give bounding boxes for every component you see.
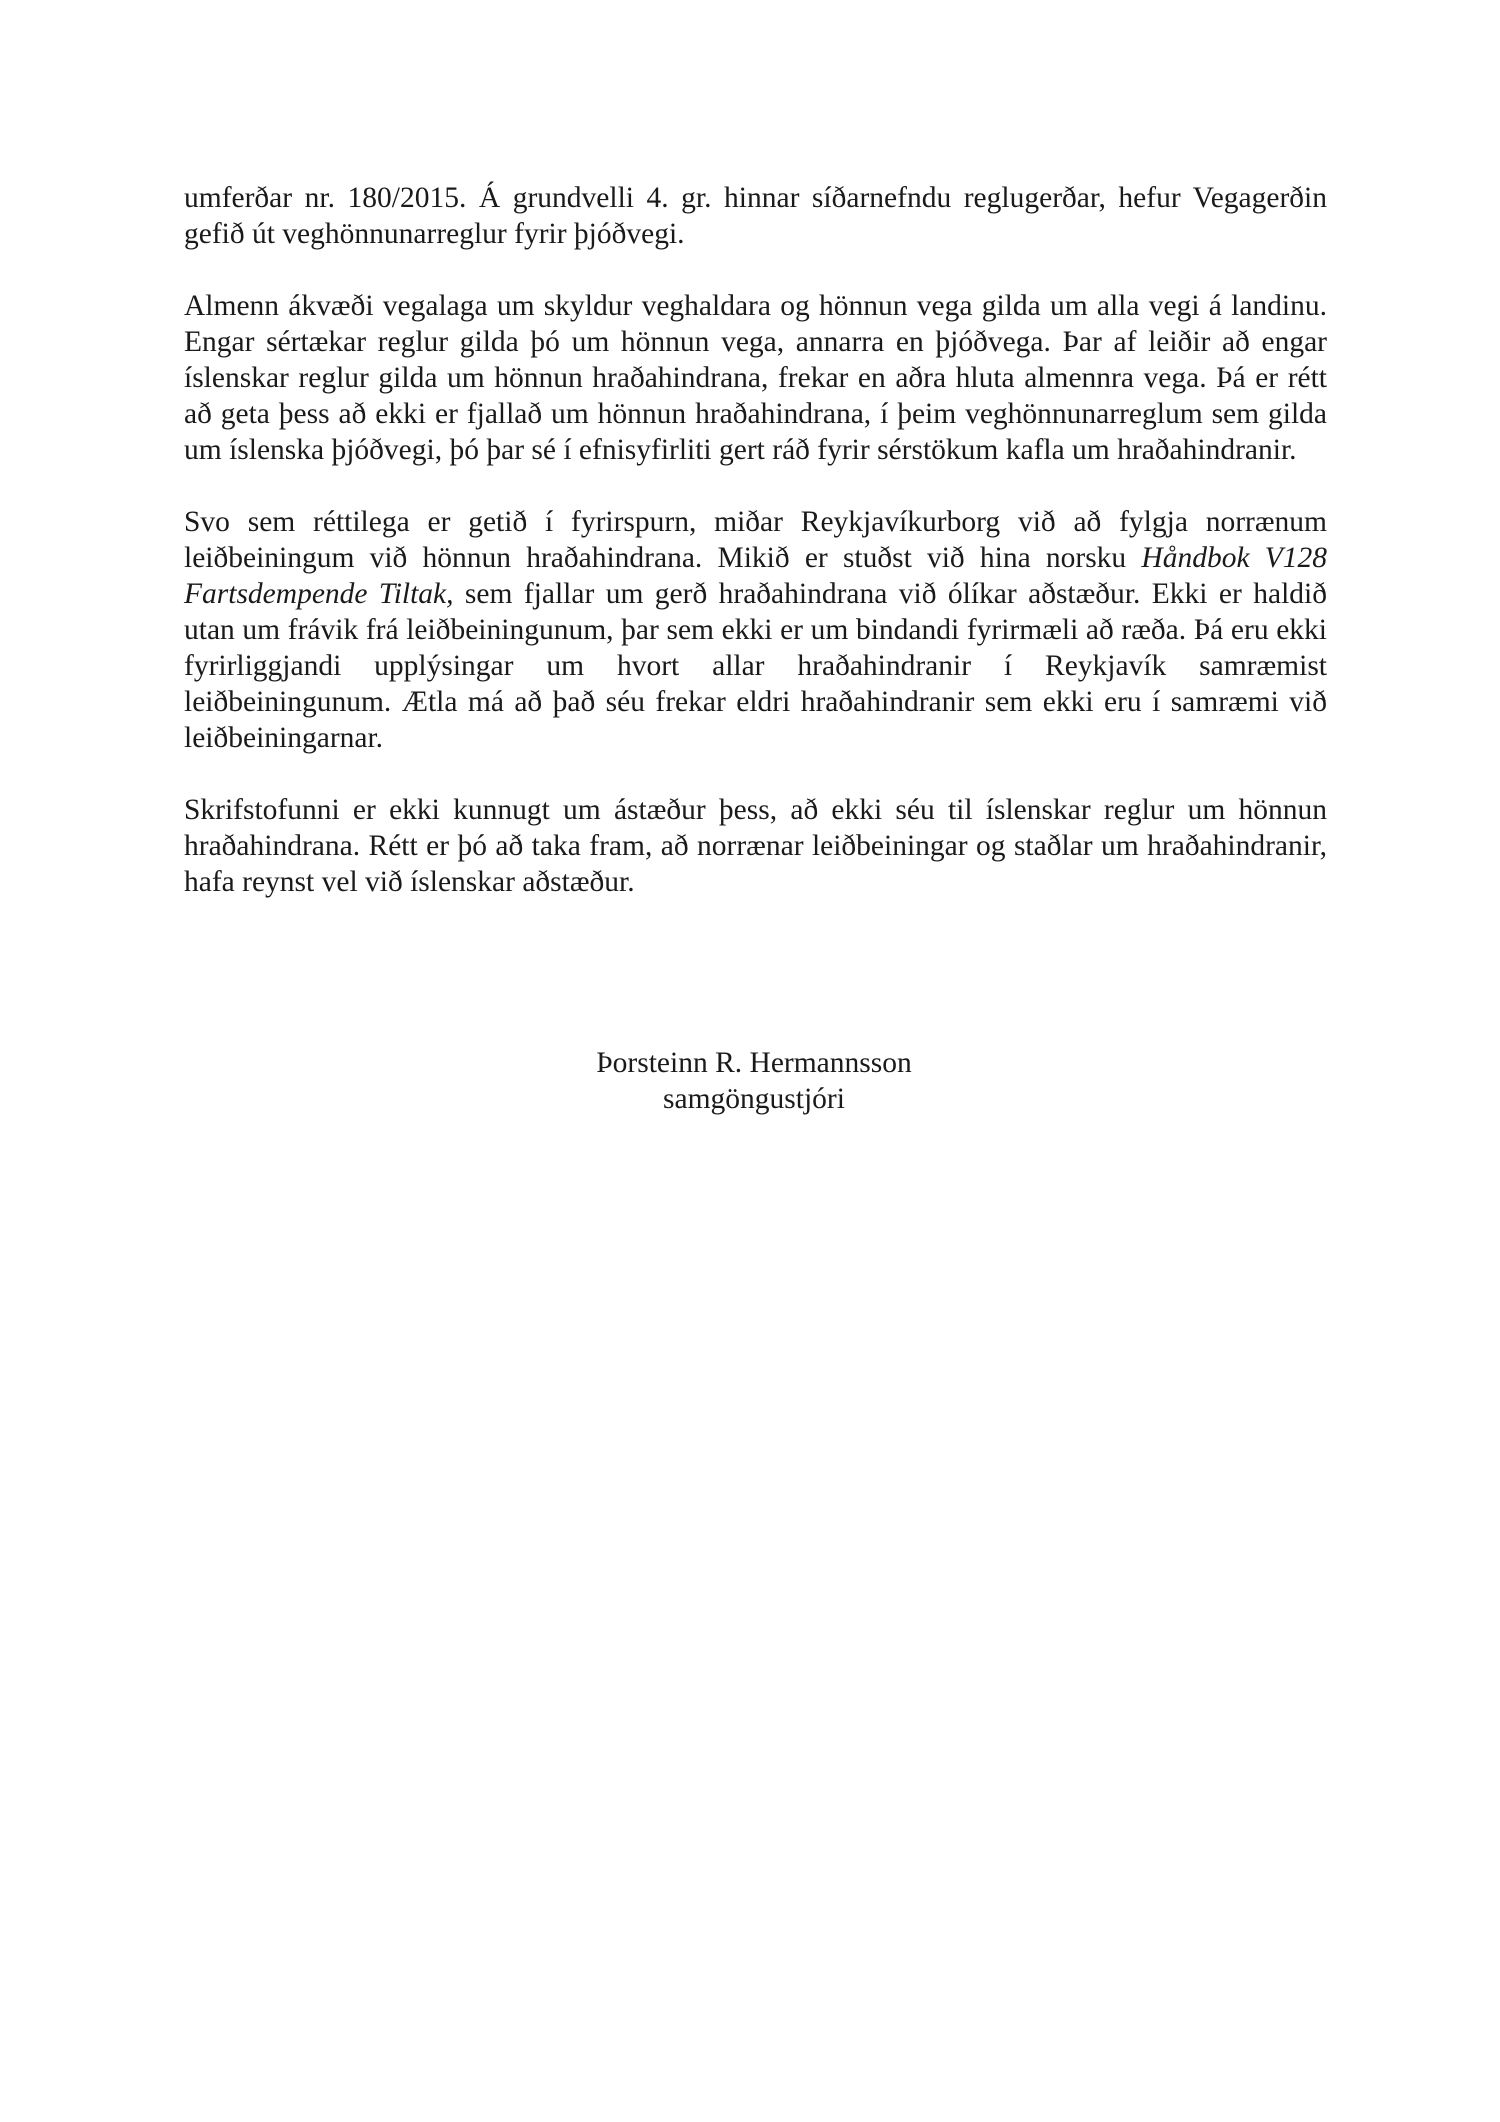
signatory-title: samgöngustjóri [663, 1083, 845, 1115]
paragraph-3-text-start: Svo sem réttilega er getið í fyrirspurn, miðar Reykjavíkurborg við að fylgja norrænum leiðbeiningum við hönnun hraðahindrana. Mikið er stuðst við hina norsku [184, 506, 1327, 574]
paragraph-2: Almenn ákvæði vegalaga um skyldur veghaldara og hönnun vega gilda um alla vegi á landinu. Engar sértækar reglur gilda þó um hönnun vega, annarra en þjóðvega. Þar af leiðir að engar íslenskar reglur gilda um hönnun hraðahindrana, frekar en aðra hluta almennra vega. Þá er rétt að geta þess að ekki er fjallað um hönnun hraðahindrana, í þeim veghönnunarreglum sem gilda um íslenska þjóðvegi, þó þar sé í efnisyfirliti gert ráð fyrir sérstökum kafla um hraðahindranir. [184, 290, 1327, 466]
signatory-name: Þorsteinn R. Hermannsson [596, 1047, 912, 1079]
paragraph-4: Skrifstofunni er ekki kunnugt um ástæður þess, að ekki séu til íslenskar reglur um hönnun hraðahindrana. Rétt er þó að taka fram, að norrænar leiðbeiningar og staðlar um hraðahindranir, hafa reynst vel við íslenskar aðstæður. [184, 794, 1327, 898]
paragraph-3 [184, 504, 1327, 756]
signature-block [0, 1045, 1500, 1117]
paragraph-3-text-end: sem fjallar um gerð hraðahindrana við ólíkar aðstæður. Ekki er haldið utan um frávik frá leiðbeiningunum, þar sem ekki er um bindandi fyrirmæli að ræða. Þá eru ekki fyrirliggjandi upplýsingar um hvort allar hraðahindranir í Reykjavík samræmist leiðbeiningunum. Ætla má að það séu frekar eldri hraðahindranir sem ekki eru í samræmi við leiðbeiningarnar. [184, 578, 1327, 754]
handbook-title: Håndbok V128 Fartsdempende Tiltak, [184, 542, 1328, 610]
letter-body [184, 180, 1327, 936]
paragraph-1: umferðar nr. 180/2015. Á grundvelli 4. gr. hinnar síðarnefndu reglugerðar, hefur Vegagerðin gefið út veghönnunarreglur fyrir þjóðvegi. [184, 182, 1327, 250]
